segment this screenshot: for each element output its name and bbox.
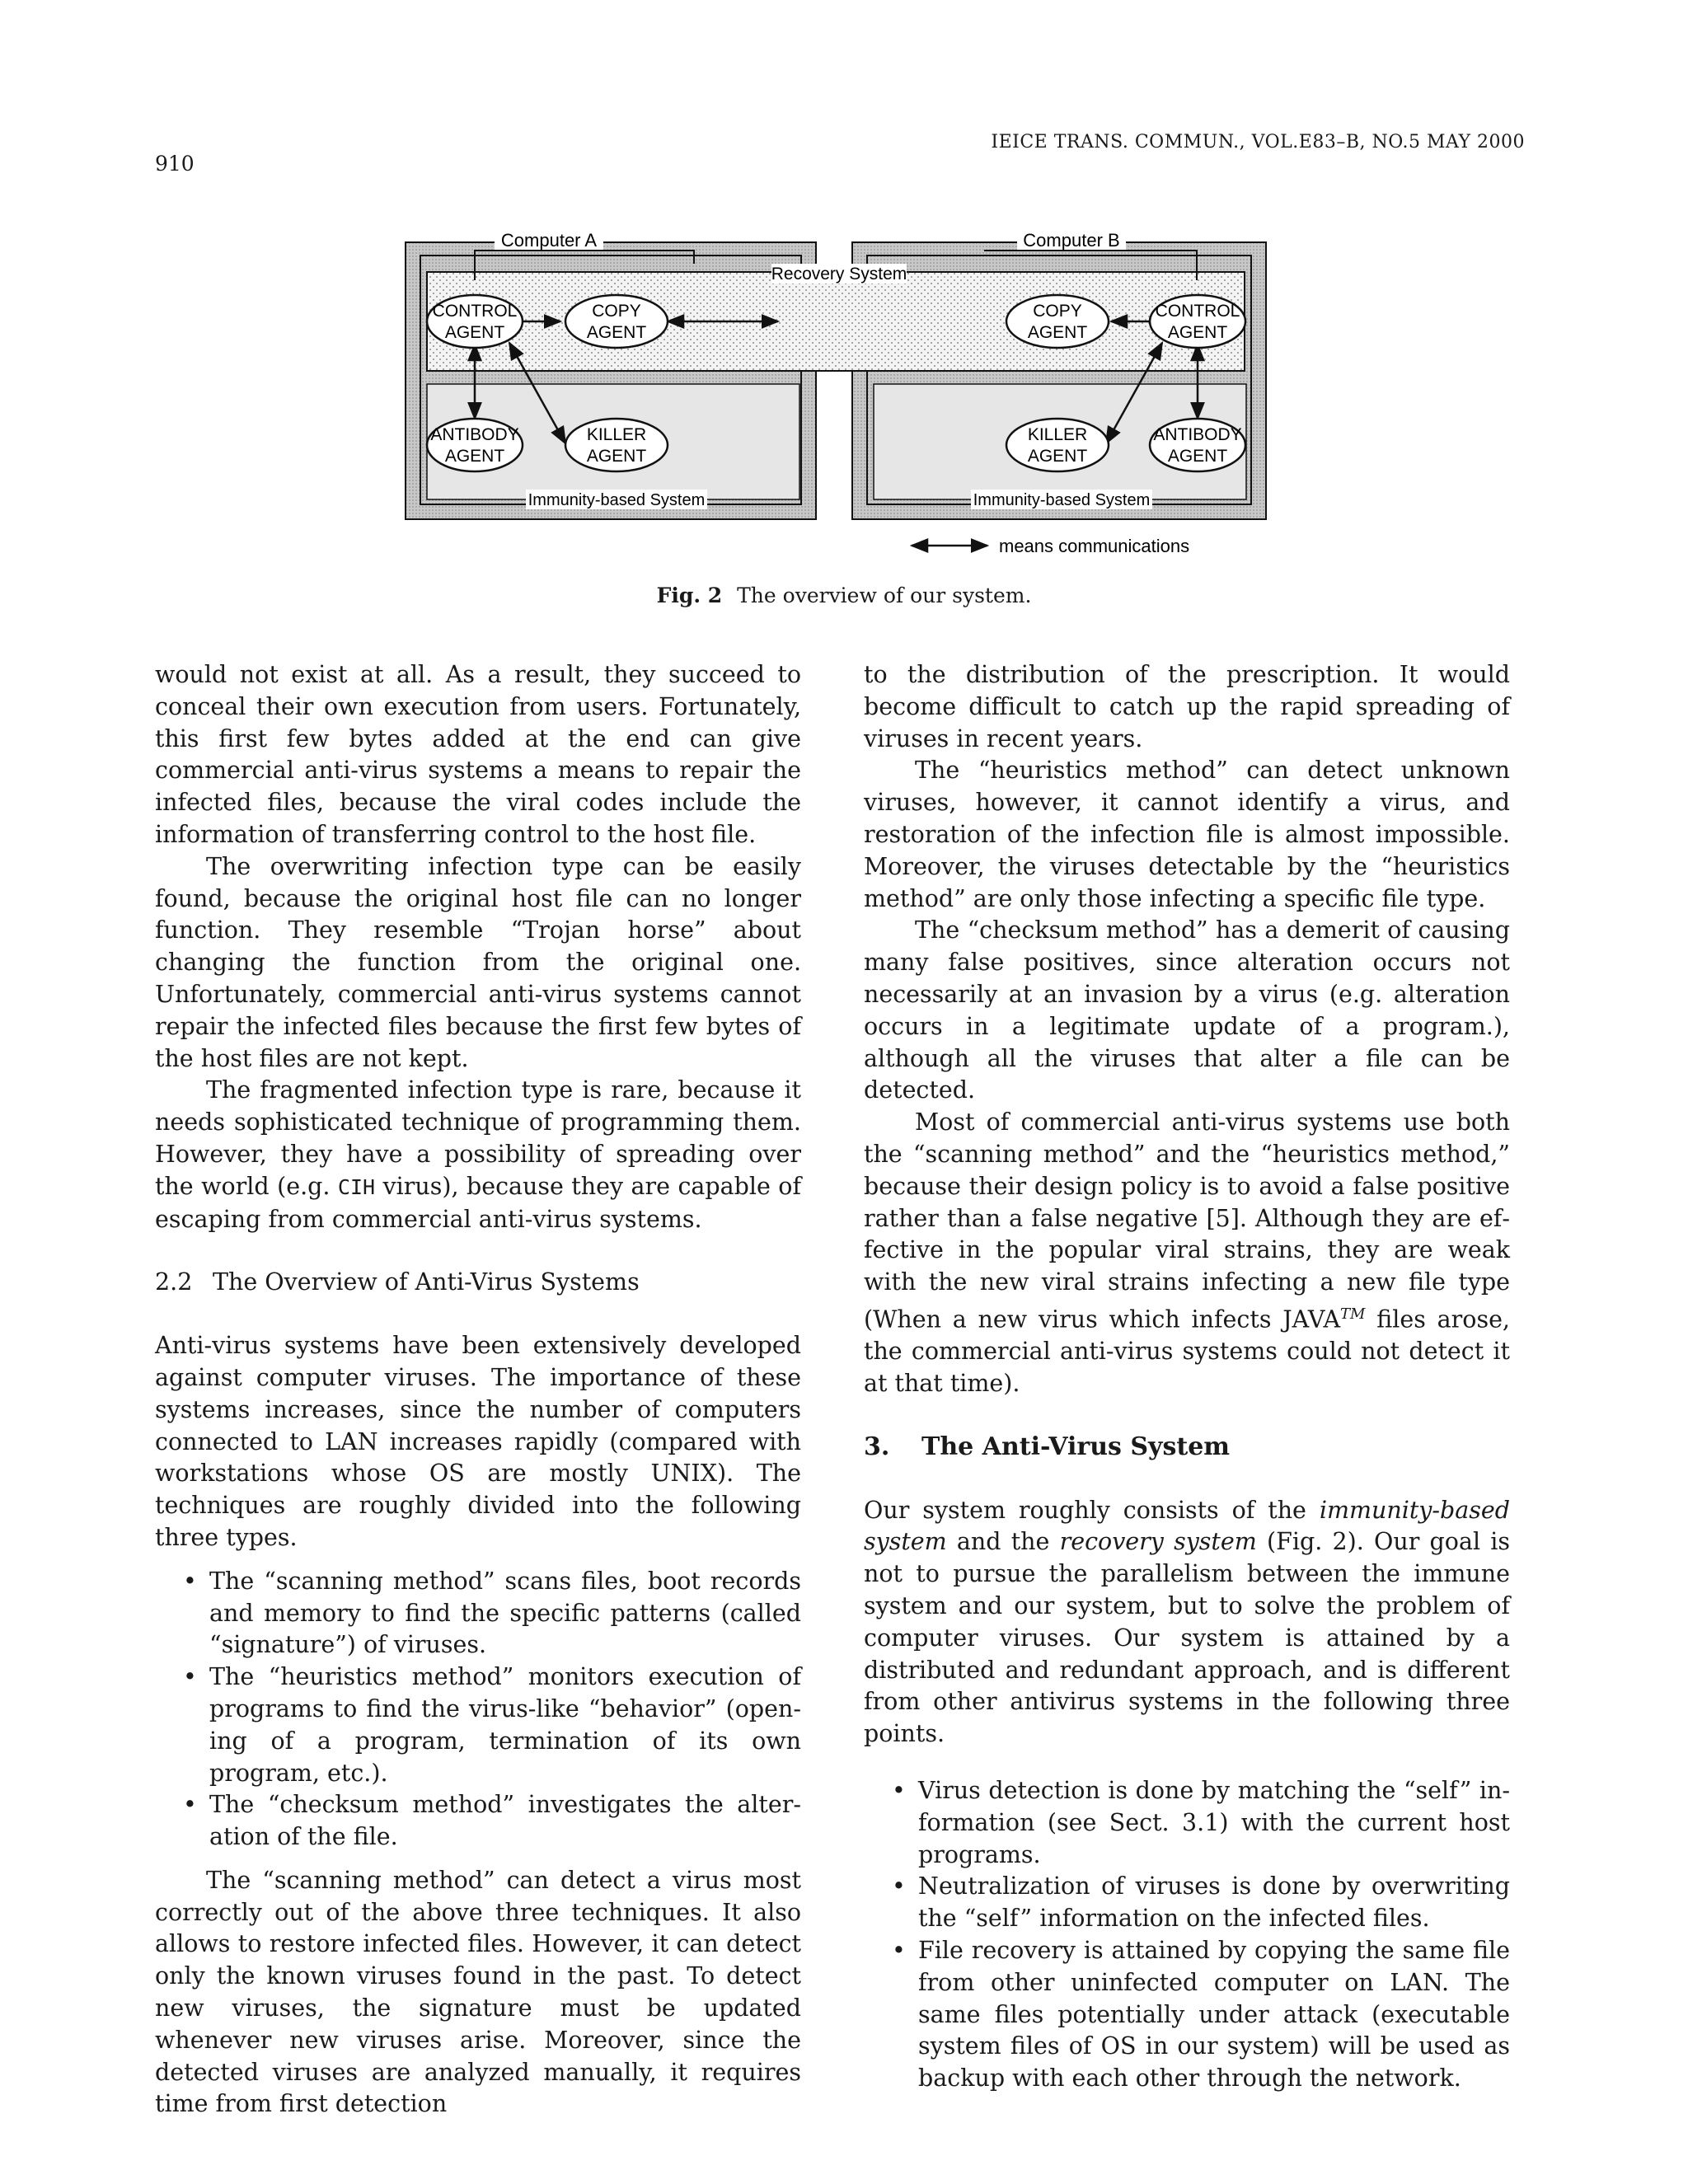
control-agent-a: [427, 295, 523, 348]
svg-text:AGENT: AGENT: [1167, 323, 1228, 342]
caption-text: The overview of our system.: [737, 583, 1032, 607]
antibody-agent-b: [1150, 419, 1245, 471]
list-item: • The “checksum method” investigates the alteration of the file.: [183, 1791, 801, 1851]
svg-text:AGENT: AGENT: [444, 323, 505, 342]
svg-text:AGENT: AGENT: [1167, 447, 1228, 466]
code-cih: CIH: [337, 1174, 376, 1199]
legend-text: means communications: [999, 536, 1190, 556]
svg-text:AGENT: AGENT: [1027, 447, 1088, 466]
antibody-agent-a: [427, 419, 523, 471]
immunity-system-label-a: Immunity-based System: [528, 491, 706, 509]
list-item: • File recovery is attained by copying the same file from other uninfected computer on LAN. The same files potentially under attack (executable system files of OS in our system) will be used as backup with each other through the network.: [892, 1936, 1510, 2093]
svg-text:KILLER: KILLER: [1027, 425, 1088, 444]
paragraph: Most of commercial anti-virus systems use both the “scanning method” and the “heuristics method,” because their design policy is to avoid a false positive rather than a false negative [5]. Although they are effective in the popular viral strains, they are weak with the new viral strains infecting a new file type (When a new virus which infects JAVA™ files arose, the commercial anti-virus systems could not detect it at that time).: [864, 1108, 1510, 1398]
killer-agent-b: [1006, 419, 1109, 471]
copy-agent-b: [1006, 295, 1109, 348]
paragraph: The “checksum method” has a demerit of causing many false positives, since alteration occurs not necessarily at an invasion by a virus (e.g. alteration occurs in a legitimate update of a program.), although all the viruses that alter a file can be detected.: [864, 916, 1510, 1104]
list-item: • Virus detection is done by matching the “self” information (see Sect. 3.1) with the current host programs.: [892, 1777, 1510, 1868]
svg-text:COPY: COPY: [592, 302, 641, 321]
computer-a-label: Computer A: [500, 230, 598, 251]
paragraph: The “scanning method” can detect a virus most correctly out of the above three techniques. It also allows to restore infected files. However, it can detect only the known viruses found in the past. To detect new viruses, the signature must be updated whenever new viruses arise. Moreover, since the detected viruses are analyzed manually, it requires time from first detection: [155, 1866, 801, 2118]
svg-text:CONTROL: CONTROL: [1155, 302, 1240, 321]
svg-text:AGENT: AGENT: [444, 447, 505, 466]
svg-text:ANTIBODY: ANTIBODY: [430, 425, 519, 444]
immunity-system-label-b: Immunity-based System: [973, 491, 1151, 509]
paragraph: Our system roughly consists of the immunity-based system and the recovery system (Fig. 2). Our goal is not to pursue the parallelism between the immune system and our system, but to solve the problem of computer viruses. Our system is attained by a distributed and redundant approach, and is different from other antivirus systems in the following three points.: [864, 1496, 1510, 1748]
paragraph: Anti-virus systems have been extensively developed against computer viruses. The importance of these systems increases, since the number of computers connected to LAN increases rapidly (compared with workstations whose OS are mostly UNIX). The techniques are roughly divided into the following three types.: [155, 1332, 801, 1551]
paragraph: to the distribution of the prescription. It would become difficult to catch up the rapid spreading of viruses in recent years.: [864, 661, 1510, 752]
svg-text:AGENT: AGENT: [586, 447, 647, 466]
subsection-heading: 2.2 The Overview of Anti-Virus Systems: [155, 1268, 640, 1296]
right-column: [864, 659, 1510, 2095]
section-heading: 3. The Anti-Virus System: [864, 1432, 1231, 1461]
control-agent-b: [1150, 295, 1245, 348]
caption-label: Fig. 2: [656, 583, 723, 607]
paragraph: The “heuristics method” can detect unknown viruses, however, it cannot identify a virus, and restoration of the infection file is almost impossible. Moreover, the viruses detectable by the “heuristics method” are only those infecting a specific file type.: [864, 757, 1510, 912]
features-list: [864, 1775, 1510, 2095]
methods-list: [155, 1566, 801, 1854]
recovery-system-label: Recovery System: [771, 265, 907, 284]
page-number: 910: [155, 152, 195, 176]
paragraph: The overwriting infection type can be easily found, because the original host file can no longer function. They resemble “Trojan horse” about changing the function from the original one. Unfortunately, commercial anti-virus systems cannot repair the infected files because the first few bytes of the host files are not kept.: [155, 852, 801, 1072]
left-column: [155, 659, 801, 2121]
paragraph: The fragmented infection type is rare, because it needs sophisticated technique of programming them. However, they have a possibility of spreading over the world (e.g. CIH virus), because they are capable of escaping from commercial anti-virus systems.: [155, 1076, 802, 1233]
paragraph: would not exist at all. As a result, they succeed to conceal their own execution from users. Fortunately, this first few bytes added at the end can give commercial anti-virus systems a means to repair the infected files, because the viral codes include the information of transferring control to the host file.: [155, 661, 801, 848]
list-item: • The “scanning method” scans files, boot records and memory to find the specific patterns (called “signature”) of viruses.: [183, 1567, 801, 1659]
journal-header: IEICE TRANS. COMMUN., VOL.E83–B, NO.5 MAY 2000: [991, 132, 1525, 152]
system-overview-figure: [402, 223, 1276, 569]
copy-agent-a: [565, 295, 668, 348]
figure-caption: [0, 583, 1688, 607]
list-item: • The “heuristics method” monitors execution of programs to find the virus-like “behavior” (opening of a program, termination of its own program, etc.).: [183, 1663, 801, 1787]
computer-b-label: Computer B: [1023, 230, 1120, 251]
svg-text:AGENT: AGENT: [1027, 323, 1088, 342]
svg-text:AGENT: AGENT: [586, 323, 647, 342]
svg-text:KILLER: KILLER: [586, 425, 647, 444]
list-item: • Neutralization of viruses is done by overwriting the “self” information on the infected files.: [892, 1872, 1510, 1933]
killer-agent-a: [565, 419, 668, 471]
svg-text:COPY: COPY: [1033, 302, 1082, 321]
svg-text:ANTIBODY: ANTIBODY: [1153, 425, 1242, 444]
svg-text:CONTROL: CONTROL: [432, 302, 518, 321]
